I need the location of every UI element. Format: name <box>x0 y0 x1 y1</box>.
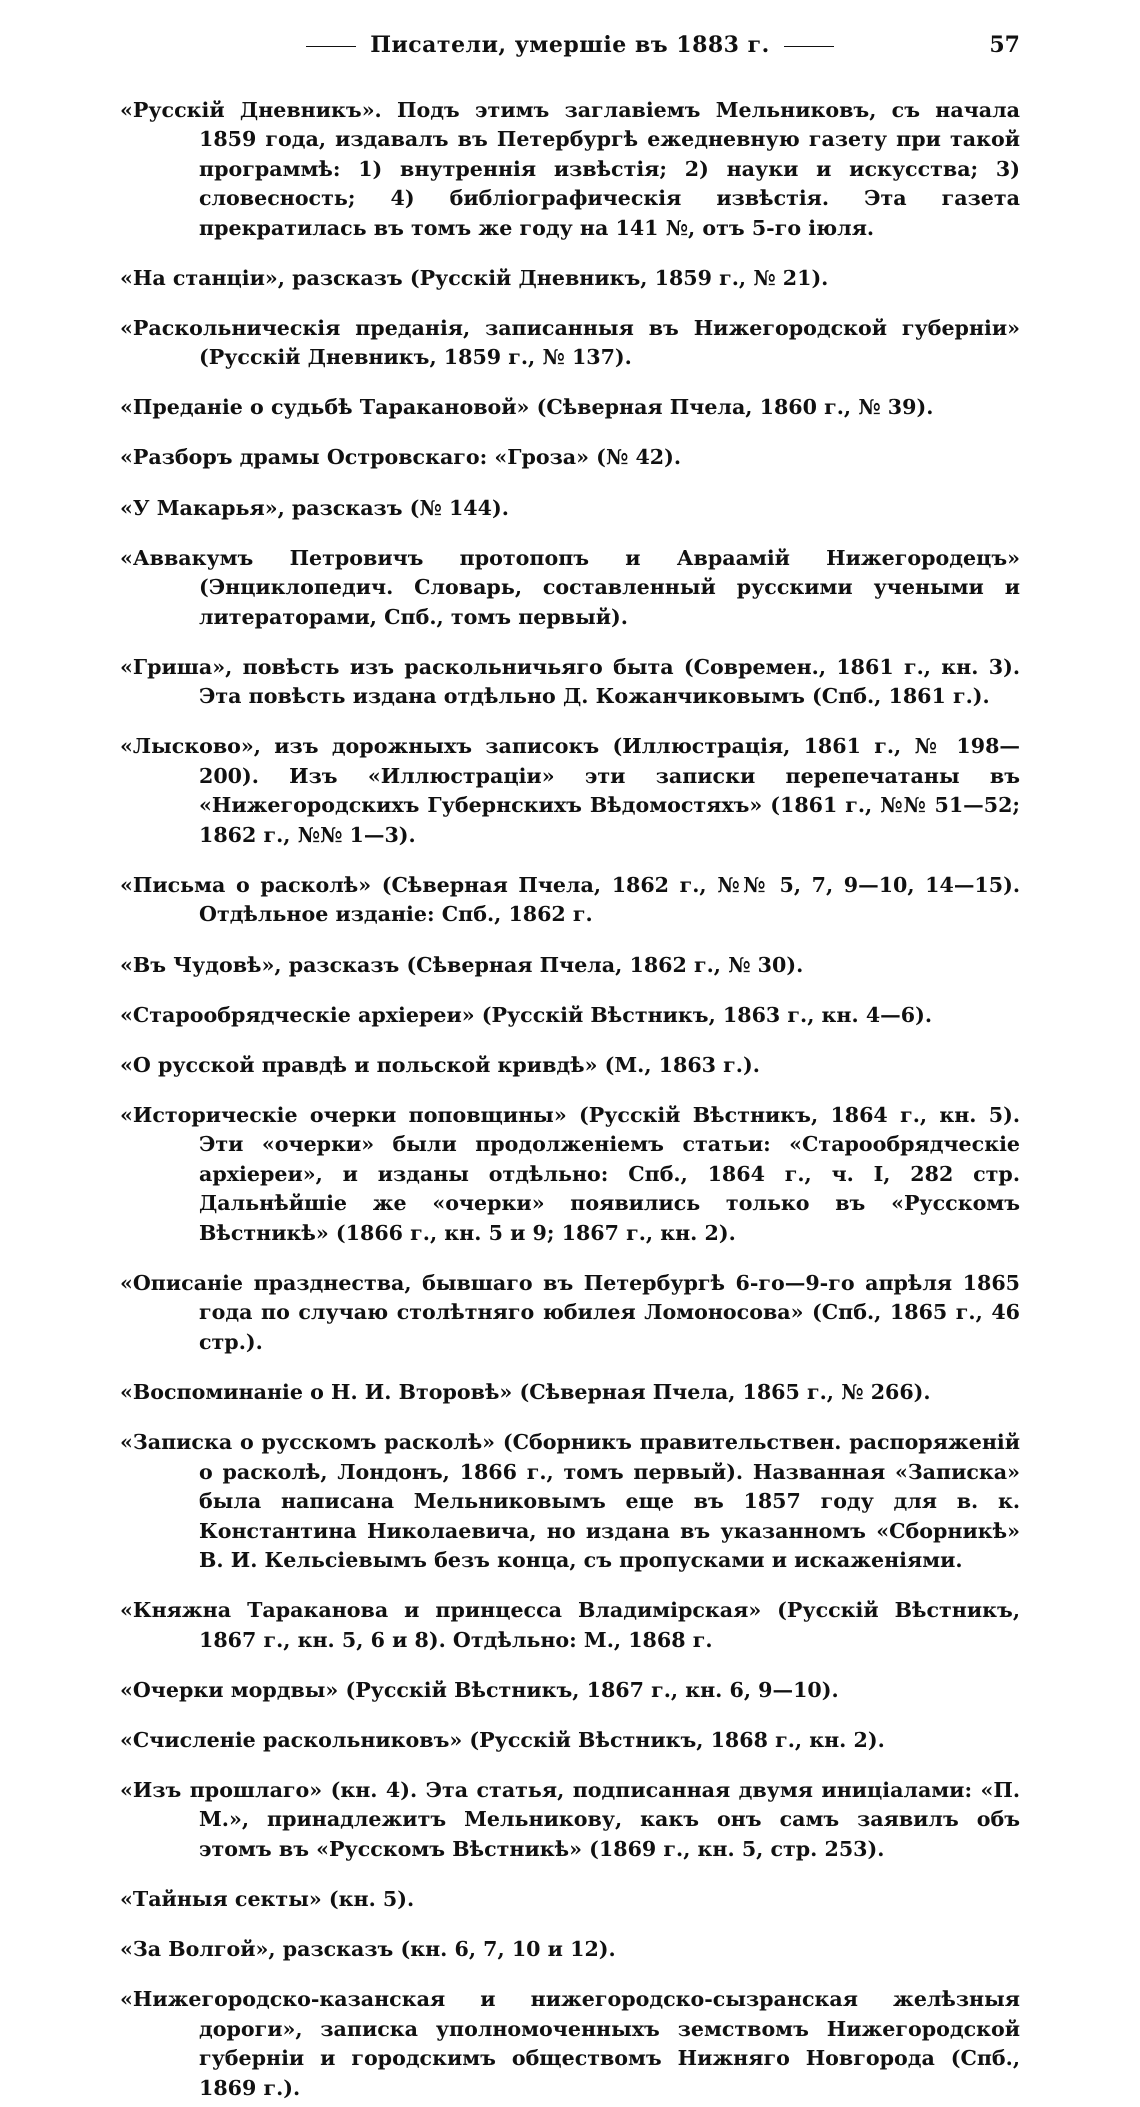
bibliography-entry: «Княжна Тараканова и принцесса Владимірская» (Русскій Вѣстникъ, 1867 г., кн. 5, 6 и 8). Отдѣльно: М., 1868 г. <box>120 1598 1020 1652</box>
bibliography-entry: «Раскольническія преданія, записанныя въ Нижегородской губерніи» (Русскій Дневникъ, 1859 г., № 137). <box>120 315 1020 370</box>
bibliography-entry: «Нижегородско-казанская и нижегородско-сызранская желѣзныя дороги», записка уполномоченныхъ земствомъ Нижегородской губерніи и городскимъ обществомъ Нижняго Новгорода (Спб., 1869 г.). <box>120 1987 1020 2100</box>
bibliography-entry: «Письма о расколѣ» (Сѣверная Пчела, 1862 г., №№ 5, 7, 9—10, 14—15). Отдѣльное изданіе: Спб., 1862 г. <box>120 872 1020 927</box>
bibliography-entry: «Счисленіе раскольниковъ» (Русскій Вѣстникъ, 1868 г., кн. 2). <box>120 1727 885 1752</box>
header-title: Писатели, умершіе въ 1883 г. <box>370 32 770 58</box>
bibliography-entry: «Разборъ драмы Островскаго: «Гроза» (№ 42). <box>120 445 682 470</box>
bibliography-entry: «Воспоминаніе о Н. И. Второвѣ» (Сѣверная Пчела, 1865 г., № 266). <box>120 1380 931 1404</box>
bibliography-entry: «Гриша», повѣсть изъ раскольничьяго быта (Современ., 1861 г., кн. 3). Эта повѣсть издана отдѣльно Д. Кожанчиковымъ (Спб., 1861 г.). <box>120 654 1020 709</box>
running-header <box>120 32 1020 68</box>
bibliography-entry: «За Волгой», разсказъ (кн. 6, 7, 10 и 12). <box>120 1937 616 1962</box>
bibliography-entry: «На станціи», разсказъ (Русскій Дневникъ, 1859 г., № 21). <box>120 265 829 290</box>
bibliography-entry: «Русскій Дневникъ». Подъ этимъ заглавіемъ Мельниковъ, съ начала 1859 года, издавалъ въ Петербургѣ ежедневную газету при такой программѣ: 1) внутреннія извѣстія; 2) науки и искусства; 3) словесность; 4) библіографическія извѣстія. Эта газета прекратилась въ томъ же году на 141 №, отъ 5-го іюля. <box>120 97 1020 240</box>
bibliography-entry: «Преданіе о судьбѣ Таракановой» (Сѣверная Пчела, 1860 г., № 39). <box>120 395 934 420</box>
bibliography-entry: «У Макарья», разсказъ (№ 144). <box>120 495 509 520</box>
bibliography-entry: «Старообрядческіе архіереи» (Русскій Вѣстникъ, 1863 г., кн. 4—6). <box>120 1002 932 1027</box>
header-title-line <box>120 32 1020 58</box>
bibliography-entry: «Записка о русскомъ расколѣ» (Сборникъ правительствен. распоряженій о расколѣ, Лондонъ, 1866 г., томъ первый). Названная «Записка» была написана Мельниковымъ еще въ 1857 году для в. к. Константина Николаевича, но издана въ указанномъ «Сборникѣ» В. И. Кельсіевымъ безъ конца, съ пропусками и искаженіями. <box>120 1430 1020 1573</box>
page-number: 57 <box>989 32 1020 58</box>
bibliography-entry: «Въ Чудовѣ», разсказъ (Сѣверная Пчела, 1862 г., № 30). <box>120 952 804 977</box>
header-rule-left <box>306 46 356 47</box>
bibliography-entry: «Лысково», изъ дорожныхъ записокъ (Иллюстрація, 1861 г., № 198—200). Изъ «Иллюстраціи» эти записки перепечатаны въ «Нижегородскихъ Губернскихъ Вѣдомостяхъ» (1861 г., №№ 51—52; 1862 г., №№ 1—3). <box>120 734 1020 847</box>
header-rule-right <box>784 46 834 47</box>
bibliography-entry: «Тайныя секты» (кн. 5). <box>120 1887 415 1912</box>
bibliography-entry: «Очерки мордвы» (Русскій Вѣстникъ, 1867 г., кн. 6, 9—10). <box>120 1677 839 1702</box>
bibliography-entry: «Историческіе очерки поповщины» (Русскій Вѣстникъ, 1864 г., кн. 5). Эти «очерки» были продолженіемъ статьи: «Старообрядческіе архіереи», и изданы отдѣльно: Спб., 1864 г., ч. I, 282 стр. Дальнѣйшіе же «очерки» появились только въ «Русскомъ Вѣстникѣ» (1866 г., кн. 5 и 9; 1867 г., кн. 2). <box>120 1102 1020 1245</box>
bibliography-entry: «Аввакумъ Петровичъ протопопъ и Авраамій Нижегородецъ» (Энциклопедич. Словарь, составленный русскими учеными и литераторами, Спб., томъ первый). <box>120 545 1020 629</box>
bibliography-list <box>120 75 1020 2107</box>
bibliography-entry: «Описаніе празднества, бывшаго въ Петербургѣ 6-го—9-го апрѣля 1865 года по случаю столѣтняго юбилея Ломоносова» (Спб., 1865 г., 46 стр.). <box>120 1270 1020 1354</box>
bibliography-entry: «О русской правдѣ и польской кривдѣ» (М., 1863 г.). <box>120 1052 760 1077</box>
bibliography-entry: «Изъ прошлаго» (кн. 4). Эта статья, подписанная двумя иниціалами: «П. М.», принадлежитъ Мельникову, какъ онъ самъ заявилъ объ этомъ въ «Русскомъ Вѣстникѣ» (1869 г., кн. 5, стр. 253). <box>120 1777 1020 1861</box>
